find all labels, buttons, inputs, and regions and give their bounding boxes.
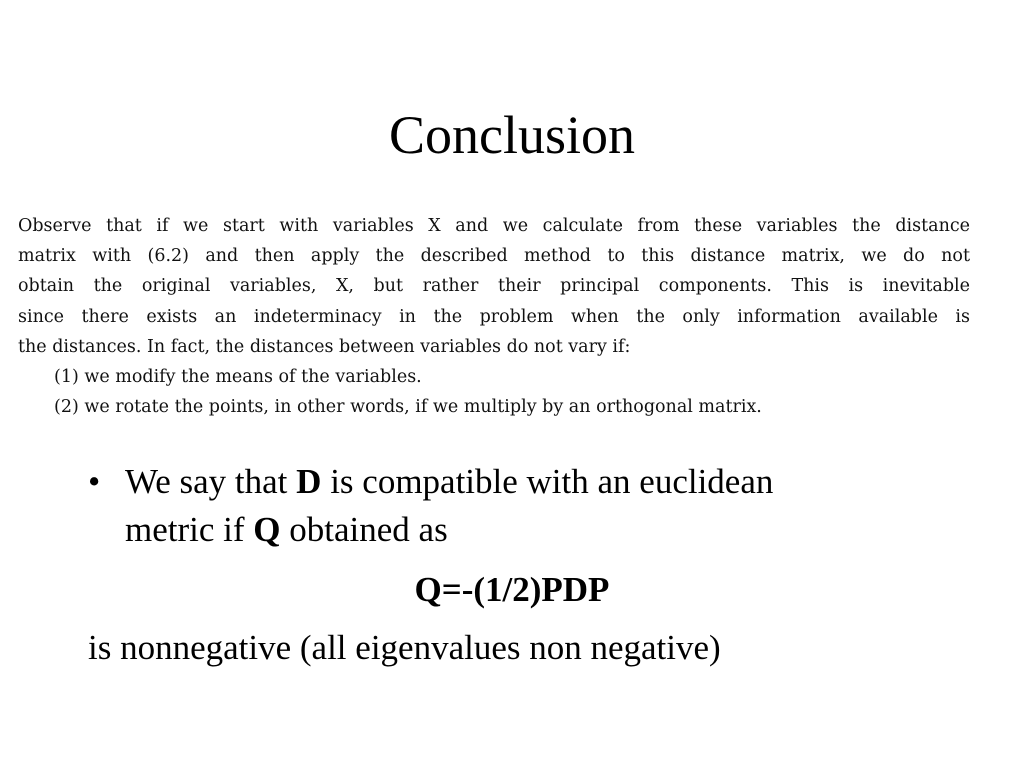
closing-statement: is nonnegative (all eigenvalues non negative) (88, 628, 721, 667)
excerpt-line: Observe that if we start with variables X and we calculate from these variables the distance (18, 216, 970, 236)
slide-title: Conclusion (388, 105, 635, 165)
bullet-text-part: We say that (125, 462, 297, 501)
excerpt-line: the distances. In fact, the distances between variables do not vary if: (18, 336, 631, 357)
bullet-text-part: obtained as (280, 510, 448, 549)
excerpt-line: since there exists an indeterminacy in the problem when the only information available is (18, 306, 970, 327)
textbook-excerpt (18, 211, 970, 422)
excerpt-line: obtain the original variables, X, but rather their principal components. This is inevitable (18, 276, 970, 297)
bullet-text (88, 458, 848, 554)
excerpt-list-item: (2) we rotate the points, in other words, if we multiply by an orthogonal matrix. (54, 397, 762, 418)
bullet-text-part: is compatible with an euclidean metric if (125, 462, 774, 549)
formula: Q=-(1/2)PDP (414, 570, 610, 609)
bullet-marker: • (88, 462, 101, 501)
matrix-symbol-q: Q (253, 510, 281, 549)
bullet-point (88, 458, 848, 554)
matrix-symbol-d: D (296, 462, 322, 501)
excerpt-line: matrix with (6.2) and then apply the described method to this distance matrix, we do not (18, 246, 970, 267)
excerpt-list-item: (1) we modify the means of the variables. (54, 367, 422, 388)
